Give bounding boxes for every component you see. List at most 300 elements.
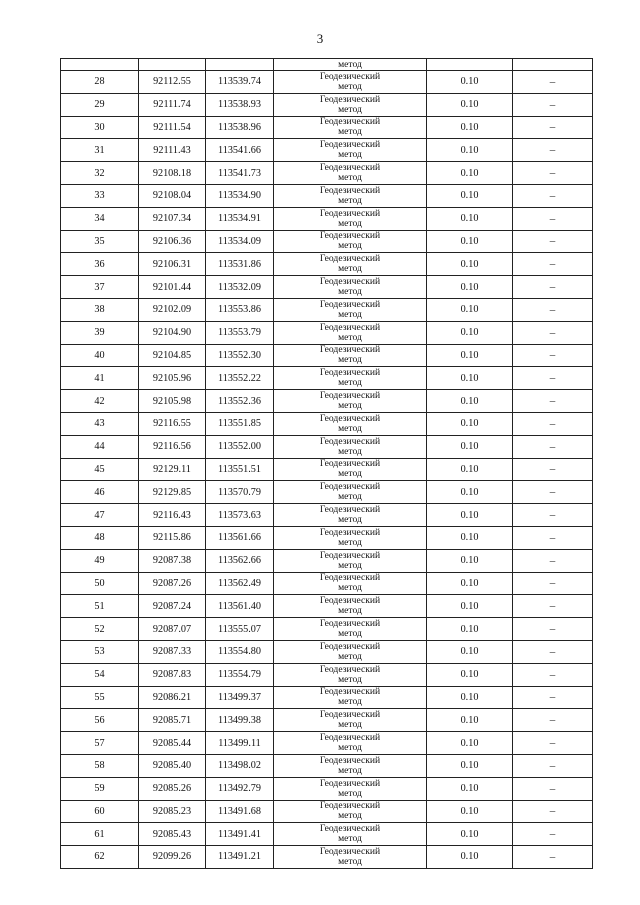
point-number: 53 <box>61 640 139 663</box>
description-dash: – <box>513 367 593 390</box>
coordinate-x: 92099.26 <box>139 846 206 869</box>
coordinate-x: 92086.21 <box>139 686 206 709</box>
method-line-1: Геодезический <box>319 276 381 288</box>
table-row <box>61 276 593 299</box>
coordinate-x: 92106.31 <box>139 253 206 276</box>
method-cell <box>274 276 427 299</box>
table-row <box>61 390 593 413</box>
coordinate-y: 113553.79 <box>206 321 274 344</box>
table-row <box>61 253 593 276</box>
point-number: 60 <box>61 800 139 823</box>
point-number: 46 <box>61 481 139 504</box>
method-cell <box>274 116 427 139</box>
coordinate-y: 113499.11 <box>206 732 274 755</box>
accuracy-value: 0.10 <box>427 686 513 709</box>
coordinate-x: 92085.44 <box>139 732 206 755</box>
coordinate-x: 92085.71 <box>139 709 206 732</box>
table-row <box>61 732 593 755</box>
table-row <box>61 572 593 595</box>
method-line-2: метод <box>338 742 362 753</box>
table-row <box>61 344 593 367</box>
coordinate-x: 92087.83 <box>139 663 206 686</box>
coordinate-y: 113570.79 <box>206 481 274 504</box>
coordinate-y: 113562.49 <box>206 572 274 595</box>
coordinate-x: 92112.55 <box>139 71 206 94</box>
method-line-1: Геодезический <box>319 367 381 379</box>
point-number: 33 <box>61 184 139 207</box>
method-line-2: метод <box>338 719 362 731</box>
description-dash: – <box>513 754 593 777</box>
coordinate-x: 92105.98 <box>139 390 206 413</box>
method-line-1: Геодезический <box>319 754 381 766</box>
method-line-2: метод <box>338 354 362 366</box>
cell-empty <box>513 59 593 71</box>
method-line-2: метод <box>338 628 362 640</box>
table-row <box>61 618 593 641</box>
method-line-1: Геодезический <box>319 70 381 82</box>
point-number: 51 <box>61 595 139 618</box>
coordinate-y: 113554.79 <box>206 663 274 686</box>
point-number: 31 <box>61 139 139 162</box>
table-row <box>61 412 593 435</box>
accuracy-value: 0.10 <box>427 618 513 641</box>
coordinate-y: 113499.38 <box>206 709 274 732</box>
point-number: 35 <box>61 230 139 253</box>
coordinate-y: 113499.37 <box>206 686 274 709</box>
coordinate-x: 92116.43 <box>139 504 206 527</box>
method-line-1: Геодезический <box>319 640 381 652</box>
method-line-1: Геодезический <box>319 321 381 333</box>
method-line-2: метод <box>338 217 362 229</box>
description-dash: – <box>513 230 593 253</box>
method-cell <box>274 230 427 253</box>
method-cell <box>274 184 427 207</box>
coordinate-x: 92129.85 <box>139 481 206 504</box>
method-cell <box>274 823 427 846</box>
coordinate-x: 92087.38 <box>139 549 206 572</box>
table-row <box>61 526 593 549</box>
point-number: 30 <box>61 116 139 139</box>
coordinate-x: 92087.24 <box>139 595 206 618</box>
coordinate-y: 113531.86 <box>206 253 274 276</box>
description-dash: – <box>513 321 593 344</box>
method-line-1: Геодезический <box>319 526 381 538</box>
method-line-1: Геодезический <box>319 207 381 219</box>
point-number: 49 <box>61 549 139 572</box>
coordinate-y: 113573.63 <box>206 504 274 527</box>
method-line-1: Геодезический <box>319 800 381 812</box>
coordinate-y: 113541.66 <box>206 139 274 162</box>
point-number: 45 <box>61 458 139 481</box>
point-number: 58 <box>61 754 139 777</box>
description-dash: – <box>513 390 593 413</box>
accuracy-value: 0.10 <box>427 390 513 413</box>
coordinate-x: 92085.23 <box>139 800 206 823</box>
coordinates-table <box>60 58 593 869</box>
table-row <box>61 640 593 663</box>
coordinate-x: 92085.43 <box>139 823 206 846</box>
coordinate-x: 92106.36 <box>139 230 206 253</box>
table-row <box>61 230 593 253</box>
method-line-1: Геодезический <box>319 732 381 743</box>
table-row <box>61 139 593 162</box>
method-cell <box>274 207 427 230</box>
coordinate-y: 113552.36 <box>206 390 274 413</box>
table-row <box>61 686 593 709</box>
method-line-1: Геодезический <box>319 116 381 128</box>
cell-empty <box>427 59 513 71</box>
accuracy-value: 0.10 <box>427 435 513 458</box>
method-cell <box>274 412 427 435</box>
coordinate-x: 92107.34 <box>139 207 206 230</box>
description-dash: – <box>513 709 593 732</box>
coordinate-x: 92087.07 <box>139 618 206 641</box>
method-cell <box>274 800 427 823</box>
description-dash: – <box>513 572 593 595</box>
method-line-2: метод <box>338 422 362 434</box>
coordinate-y: 113551.85 <box>206 412 274 435</box>
description-dash: – <box>513 800 593 823</box>
description-dash: – <box>513 549 593 572</box>
method-cell <box>274 732 427 755</box>
method-line-2: метод <box>338 194 362 206</box>
description-dash: – <box>513 276 593 299</box>
point-number: 42 <box>61 390 139 413</box>
point-number: 37 <box>61 276 139 299</box>
accuracy-value: 0.10 <box>427 116 513 139</box>
description-dash: – <box>513 618 593 641</box>
method-line-2: метод <box>338 559 362 571</box>
method-cell <box>274 367 427 390</box>
point-number: 50 <box>61 572 139 595</box>
coordinate-y: 113555.07 <box>206 618 274 641</box>
description-dash: – <box>513 686 593 709</box>
accuracy-value: 0.10 <box>427 139 513 162</box>
point-number: 40 <box>61 344 139 367</box>
accuracy-value: 0.10 <box>427 481 513 504</box>
description-dash: – <box>513 526 593 549</box>
coordinate-y: 113539.74 <box>206 71 274 94</box>
description-dash: – <box>513 184 593 207</box>
coordinate-x: 92116.55 <box>139 412 206 435</box>
table-row <box>61 549 593 572</box>
method-line-2: метод <box>338 126 362 138</box>
method-line-2: метод <box>338 696 362 708</box>
method-cell <box>274 595 427 618</box>
coordinate-y: 113534.09 <box>206 230 274 253</box>
accuracy-value: 0.10 <box>427 595 513 618</box>
method-line-1: Геодезический <box>319 709 381 721</box>
method-line-2: метод <box>338 787 362 799</box>
point-number: 36 <box>61 253 139 276</box>
point-number: 43 <box>61 412 139 435</box>
accuracy-value: 0.10 <box>427 526 513 549</box>
continued-row-fragment <box>61 59 593 71</box>
point-number: 48 <box>61 526 139 549</box>
accuracy-value: 0.10 <box>427 777 513 800</box>
description-dash: – <box>513 93 593 116</box>
table-row <box>61 504 593 527</box>
accuracy-value: 0.10 <box>427 663 513 686</box>
coordinate-x: 92116.56 <box>139 435 206 458</box>
description-dash: – <box>513 71 593 94</box>
accuracy-value: 0.10 <box>427 321 513 344</box>
method-line-1: Геодезический <box>319 618 381 630</box>
description-dash: – <box>513 823 593 846</box>
coordinate-x: 92111.54 <box>139 116 206 139</box>
description-dash: – <box>513 663 593 686</box>
coordinate-x: 92087.33 <box>139 640 206 663</box>
accuracy-value: 0.10 <box>427 93 513 116</box>
method-cell <box>274 526 427 549</box>
method-line-1: Геодезический <box>319 458 381 470</box>
method-line-2: метод <box>338 400 362 412</box>
accuracy-value: 0.10 <box>427 846 513 869</box>
point-number: 29 <box>61 93 139 116</box>
coordinate-x: 92104.85 <box>139 344 206 367</box>
coordinate-y: 113498.02 <box>206 754 274 777</box>
point-number: 44 <box>61 435 139 458</box>
point-number: 59 <box>61 777 139 800</box>
accuracy-value: 0.10 <box>427 709 513 732</box>
method-cell <box>274 298 427 321</box>
coordinate-y: 113552.22 <box>206 367 274 390</box>
point-number: 28 <box>61 71 139 94</box>
description-dash: – <box>513 458 593 481</box>
accuracy-value: 0.10 <box>427 71 513 94</box>
coordinate-x: 92108.18 <box>139 162 206 185</box>
coordinate-x: 92111.43 <box>139 139 206 162</box>
method-line-1: Геодезический <box>319 845 381 857</box>
method-line-1: Геодезический <box>319 435 381 447</box>
coordinate-y: 113551.51 <box>206 458 274 481</box>
method-cell <box>274 777 427 800</box>
table-row <box>61 823 593 846</box>
accuracy-value: 0.10 <box>427 572 513 595</box>
description-dash: – <box>513 435 593 458</box>
point-number: 56 <box>61 709 139 732</box>
method-line-1: Геодезический <box>319 390 381 402</box>
description-dash: – <box>513 298 593 321</box>
method-line-2: метод <box>338 764 362 776</box>
table-row <box>61 777 593 800</box>
accuracy-value: 0.10 <box>427 800 513 823</box>
table-row <box>61 116 593 139</box>
method-cell <box>274 663 427 686</box>
method-line-2: метод <box>338 650 362 662</box>
accuracy-value: 0.10 <box>427 458 513 481</box>
method-line-2: метод <box>338 377 362 389</box>
coordinate-y: 113561.66 <box>206 526 274 549</box>
method-line-2: метод <box>338 514 362 526</box>
description-dash: – <box>513 732 593 755</box>
method-line-2: метод <box>338 468 362 480</box>
accuracy-value: 0.10 <box>427 823 513 846</box>
accuracy-value: 0.10 <box>427 184 513 207</box>
point-number: 52 <box>61 618 139 641</box>
description-dash: – <box>513 162 593 185</box>
method-cell <box>274 71 427 94</box>
table-row <box>61 800 593 823</box>
coordinate-x: 92115.86 <box>139 526 206 549</box>
method-line-2: метод <box>338 445 362 457</box>
coordinate-y: 113491.41 <box>206 823 274 846</box>
method-line-2: метод <box>338 536 362 548</box>
point-number: 57 <box>61 732 139 755</box>
method-line-1: Геодезический <box>319 504 381 516</box>
description-dash: – <box>513 253 593 276</box>
table-row <box>61 207 593 230</box>
method-line-1: Геодезический <box>319 481 381 493</box>
method-line-1: Геодезический <box>319 93 381 105</box>
accuracy-value: 0.10 <box>427 230 513 253</box>
coordinate-x: 92111.74 <box>139 93 206 116</box>
point-number: 54 <box>61 663 139 686</box>
coordinate-x: 92085.26 <box>139 777 206 800</box>
description-dash: – <box>513 481 593 504</box>
point-number: 41 <box>61 367 139 390</box>
cell-empty <box>61 59 139 71</box>
table-row <box>61 754 593 777</box>
method-cell <box>274 504 427 527</box>
method-line-1: Геодезический <box>319 344 381 356</box>
description-dash: – <box>513 207 593 230</box>
method-line-1: Геодезический <box>319 253 381 265</box>
accuracy-value: 0.10 <box>427 412 513 435</box>
coordinate-y: 113491.21 <box>206 846 274 869</box>
method-cell <box>274 709 427 732</box>
method-line-2: метод <box>338 833 362 845</box>
coordinate-x: 92105.96 <box>139 367 206 390</box>
coordinate-y: 113552.30 <box>206 344 274 367</box>
coordinate-y: 113538.93 <box>206 93 274 116</box>
point-number: 32 <box>61 162 139 185</box>
table-row <box>61 71 593 94</box>
cell-empty <box>139 59 206 71</box>
coordinate-y: 113552.00 <box>206 435 274 458</box>
page-number: 3 <box>316 31 324 46</box>
method-cell <box>274 435 427 458</box>
table-row <box>61 846 593 869</box>
coordinate-x: 92129.11 <box>139 458 206 481</box>
table-row <box>61 435 593 458</box>
accuracy-value: 0.10 <box>427 276 513 299</box>
method-line-1: Геодезический <box>319 298 381 310</box>
method-line-2: метод <box>338 103 362 115</box>
coordinate-y: 113532.09 <box>206 276 274 299</box>
accuracy-value: 0.10 <box>427 640 513 663</box>
table-row <box>61 458 593 481</box>
coordinate-y: 113562.66 <box>206 549 274 572</box>
coordinate-x: 92108.04 <box>139 184 206 207</box>
method-line-2: метод <box>338 80 362 92</box>
method-cell <box>274 640 427 663</box>
method-line-2: метод <box>338 263 362 275</box>
point-number: 47 <box>61 504 139 527</box>
method-cell <box>274 686 427 709</box>
continued-method-fragment: метод <box>274 59 427 71</box>
method-line-2: метод <box>338 673 362 685</box>
point-number: 61 <box>61 823 139 846</box>
method-line-1: Геодезический <box>319 412 381 424</box>
method-cell <box>274 390 427 413</box>
method-line-1: Геодезический <box>319 663 381 675</box>
accuracy-value: 0.10 <box>427 504 513 527</box>
accuracy-value: 0.10 <box>427 253 513 276</box>
accuracy-value: 0.10 <box>427 549 513 572</box>
point-number: 39 <box>61 321 139 344</box>
coordinate-y: 113561.40 <box>206 595 274 618</box>
description-dash: – <box>513 344 593 367</box>
point-number: 34 <box>61 207 139 230</box>
coordinates-table-body <box>61 59 593 869</box>
accuracy-value: 0.10 <box>427 367 513 390</box>
accuracy-value: 0.10 <box>427 162 513 185</box>
description-dash: – <box>513 504 593 527</box>
accuracy-value: 0.10 <box>427 298 513 321</box>
table-row <box>61 709 593 732</box>
method-line-2: метод <box>338 172 362 184</box>
method-line-1: Геодезический <box>319 139 381 151</box>
accuracy-value: 0.10 <box>427 344 513 367</box>
cell-empty <box>206 59 274 71</box>
method-line-1: Геодезический <box>319 777 381 789</box>
point-number: 55 <box>61 686 139 709</box>
accuracy-value: 0.10 <box>427 732 513 755</box>
table-row <box>61 595 593 618</box>
method-cell <box>274 253 427 276</box>
method-line-1: Геодезический <box>319 184 381 196</box>
method-line-1: Геодезический <box>319 686 381 698</box>
method-line-2: метод <box>338 308 362 320</box>
method-cell <box>274 754 427 777</box>
method-cell <box>274 549 427 572</box>
method-line-2: метод <box>338 286 362 298</box>
coordinate-x: 92101.44 <box>139 276 206 299</box>
coordinate-y: 113554.80 <box>206 640 274 663</box>
description-dash: – <box>513 777 593 800</box>
method-cell <box>274 572 427 595</box>
method-line-2: метод <box>338 810 362 822</box>
method-line-1: Геодезический <box>319 230 381 242</box>
accuracy-value: 0.10 <box>427 754 513 777</box>
coordinate-y: 113534.91 <box>206 207 274 230</box>
method-line-1: Геодезический <box>319 549 381 561</box>
coordinate-x: 92085.40 <box>139 754 206 777</box>
description-dash: – <box>513 412 593 435</box>
method-line-1: Геодезический <box>319 162 381 174</box>
coordinate-y: 113534.90 <box>206 184 274 207</box>
method-line-2: метод <box>338 331 362 343</box>
method-line-1: Геодезический <box>319 823 381 835</box>
method-cell <box>274 481 427 504</box>
accuracy-value: 0.10 <box>427 207 513 230</box>
table-row <box>61 93 593 116</box>
method-line-2: метод <box>338 149 362 161</box>
table-row <box>61 298 593 321</box>
coordinate-y: 113492.79 <box>206 777 274 800</box>
description-dash: – <box>513 139 593 162</box>
coordinate-y: 113541.73 <box>206 162 274 185</box>
coordinate-x: 92087.26 <box>139 572 206 595</box>
method-cell <box>274 846 427 869</box>
method-cell <box>274 139 427 162</box>
point-number: 62 <box>61 846 139 869</box>
table-row <box>61 184 593 207</box>
coordinate-y: 113553.86 <box>206 298 274 321</box>
method-cell <box>274 162 427 185</box>
coordinate-y: 113491.68 <box>206 800 274 823</box>
